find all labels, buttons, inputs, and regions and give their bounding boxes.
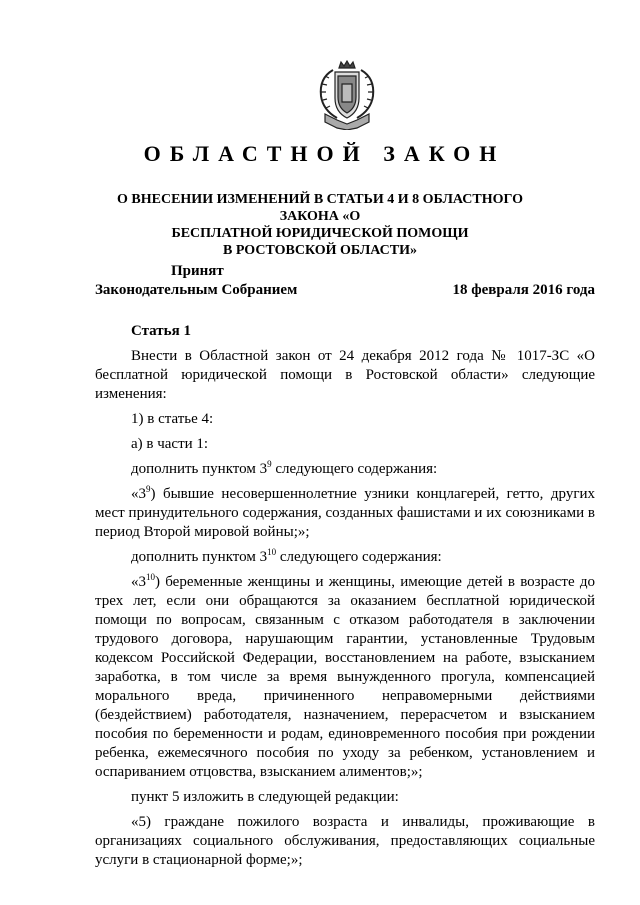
paragraph-text: ) бывшие несовершеннолетние узники концлагерей, гетто, других мест принудительного содержания, созданных фашистами и их союзниками в период Второй мировой войны;»; [95,486,595,540]
law-title-line: В РОСТОВСКОЙ ОБЛАСТИ» [222,243,418,258]
instruction-text: следующего содержания: [271,461,438,477]
article-heading: Статья 1 [131,323,191,339]
adoption-date: 18 февраля 2016 года [452,282,595,298]
article-intro: Внести в Областной закон от 24 декабря 2012 года № 1017-ЗС «О бесплатной юридической помощи в Ростовской области» следующие изменения: [95,348,595,402]
amendment-paragraph [95,573,595,782]
law-title-line: О ВНЕСЕНИИ ИЗМЕНЕНИЙ В СТАТЬИ 4 И 8 ОБЛАСТНОГО ЗАКОНА «О [117,192,523,224]
law-type-heading: ОБЛАСТНОЙ ЗАКОН [143,141,506,166]
adopting-body: Законодательным Собранием [95,282,298,298]
amendment-subitem: а) в части 1: [131,436,209,452]
superscript: 10 [146,572,155,582]
amendment-instruction [95,548,595,567]
coat-of-arms-emblem [311,58,383,130]
paragraph-text: ) беременные женщины и женщины, имеющие детей в возрасте до трех лет, если они обращаются за оказанием бесплатной юридической помощи по вопросам, связанным с отказом работодателя в заключении трудового договора, нарушающим гарантии, установленные Трудовым кодексом Российской Федерации, восстановлением на работе, взысканием заработка, в том числе за время вынужденного прогула, компенсацией морального вреда, причиненного неправомерными действиями (бездействием) работодателя, назначением, перерасчетом и взысканием пособия по беременности и родам, единовременного пособия при рождении ребенка, ежемесячного пособия по уходу за ребенком, установлением и оспариванием отцовства, взысканием алиментов;»; [95,574,595,780]
superscript: 10 [267,547,277,557]
amendment-instruction [95,460,595,479]
instruction-text: дополнить пунктом 3 [131,549,268,565]
amendment-instruction: пункт 5 изложить в следующей редакции: [131,789,399,805]
adopted-label: Принят [171,263,224,279]
instruction-text: дополнить пунктом 3 [131,461,268,477]
instruction-text: следующего содержания: [276,549,442,565]
law-body [95,322,595,876]
superscript: 9 [146,484,151,494]
adoption-block [95,262,595,300]
law-title-line: БЕСПЛАТНОЙ ЮРИДИЧЕСКОЙ ПОМОЩИ [171,226,469,241]
amendment-item: 1) в статье 4: [131,411,214,427]
paragraph-open: «3 [131,486,146,502]
amendment-paragraph [95,485,595,542]
superscript: 9 [267,459,272,469]
amendment-paragraph: «5) граждане пожилого возраста и инвалиды, проживающие в организациях социального обслуживания, предоставляющих социальные услуги в стационарной форме;»; [95,814,595,868]
law-title [100,191,540,259]
paragraph-open: «3 [131,574,146,590]
